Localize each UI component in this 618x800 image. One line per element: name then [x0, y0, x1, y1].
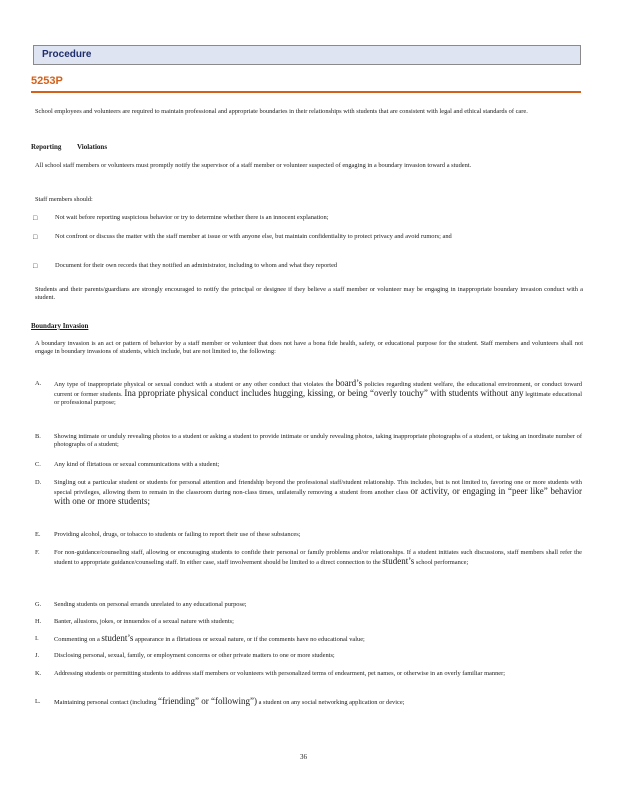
reporting-bullet: Not confront or discuss the matter with the staff member at issue or with anyone else, but maintain confidentiality to protect privacy and avoid rumors; and — [55, 233, 452, 240]
reporting-heading — [31, 143, 107, 151]
bullet-icon: □ — [33, 233, 38, 241]
orange-divider — [31, 91, 581, 93]
reporting-heading-b: Violations — [76, 143, 108, 151]
boundary-item-j: Disclosing personal, sexual, family, or employment concerns or other private matters to one or more students; — [54, 652, 335, 659]
item-a-text-3: policies regarding student welfare, the educational environment, or conduct toward current or former students. — [54, 381, 582, 398]
boundary-paragraph: A boundary invasion is an act or pattern of behavior by a staff member or volunteer that does not have a bona fide health, safety, or educational purpose for the student. Staff members and volunteers shall not engage in boundary invasions of students, which include, but are not limited to, the following: — [35, 340, 583, 355]
page-number: 36 — [300, 753, 307, 761]
boundary-item-g: Sending students on personal errands unrelated to any educational purpose; — [54, 601, 247, 608]
item-i-text-2: student’s — [101, 633, 134, 643]
item-letter: C. — [35, 461, 41, 468]
item-letter: J. — [35, 652, 40, 659]
boundary-item-d — [54, 479, 582, 507]
item-a-text-1: Any type of inappropriate physical or sexual conduct with a student or any other conduct that violates the — [54, 381, 334, 388]
boundary-heading — [31, 322, 88, 330]
item-l-text-3: a student on any social networking application or device; — [258, 699, 405, 706]
item-d-text-2: or activity, or engaging in “peer like” behavior with one or more students; — [54, 486, 582, 506]
boundary-item-k: Addressing students or permitting students to address staff members or volunteers with personalized terms of endearment, pet names, or otherwise in an overly familiar manner; — [54, 670, 506, 677]
boundary-item-b: Showing intimate or unduly revealing photos to a student or asking a student to provide intimate or unduly revealing photos, taking inappropriate photographs of a student, or taking an inordinate number of photographs of a student; — [54, 433, 582, 448]
procedure-header — [33, 45, 581, 65]
boundary-item-l — [54, 697, 582, 707]
staff-should-label: Staff members should: — [35, 196, 93, 203]
boundary-item-h: Banter, allusions, jokes, or innuendos of a sexual nature with students; — [54, 618, 234, 625]
boundary-item-c: Any kind of flirtatious or sexual communications with a student; — [54, 461, 220, 468]
item-f-text-2: student’s — [382, 556, 415, 566]
item-a-text-5: legitimate educational or professional purpose; — [54, 391, 582, 406]
boundary-heading-text: Boundary Invasion — [31, 322, 89, 330]
boundary-item-f — [54, 549, 582, 567]
item-i-text-1: Commenting on a — [54, 636, 100, 643]
item-letter: L. — [35, 698, 41, 705]
reporting-bullet: Document for their own records that they notified an administrator, including to whom and what they reported — [55, 262, 338, 269]
item-l-text-2: “friending” or “following”) — [158, 696, 257, 706]
item-letter: A. — [35, 380, 42, 387]
item-l-text-1: Maintaining personal contact (including — [54, 699, 157, 706]
reporting-heading-a: Reporting — [31, 143, 62, 151]
item-letter: K. — [35, 670, 42, 677]
boundary-item-a — [54, 379, 582, 407]
boundary-item-i — [54, 634, 582, 644]
policy-number: 5253P — [31, 75, 63, 87]
item-d-text-1: Singling out a particular student or students for personal attention and friendship beyond the professional staff/student relationship. This includes, but is not limited to, favoring one or more students with special privileges, allowing them to remain in the classroom during non-class times, unilaterally removing a student from another class — [54, 479, 582, 496]
reporting-paragraph: All school staff members or volunteers must promptly notify the supervisor of a staff member or volunteer suspected of engaging in a boundary invasion toward a student. — [35, 162, 472, 169]
item-letter: B. — [35, 433, 41, 440]
intro-paragraph: School employees and volunteers are required to maintain professional and appropriate boundaries in their relationships with students that are consistent with legal and ethical standards of care. — [35, 108, 528, 115]
boundary-item-e: Providing alcohol, drugs, or tobacco to students or failing to report their use of these substances; — [54, 531, 301, 538]
item-letter: D. — [35, 479, 42, 486]
item-letter: G. — [35, 601, 42, 608]
item-a-text-4: Ina ppropriate physical conduct includes hugging, kissing, or being “overly touchy” with students without any — [124, 388, 524, 398]
students-parents-paragraph: Students and their parents/guardians are strongly encouraged to notify the principal or designee if they believe a staff member or volunteer may be engaging in inappropriate boundary invasion conduct with a student. — [35, 286, 583, 301]
item-letter: E. — [35, 531, 41, 538]
item-a-text-2: board’s — [335, 378, 363, 388]
header-title: Procedure — [42, 49, 92, 60]
item-letter: H. — [35, 618, 42, 625]
item-letter: F. — [35, 549, 40, 556]
bullet-icon: □ — [33, 214, 38, 222]
item-i-text-3: appearance in a flirtatious or sexual nature, or if the comments have no educational value; — [135, 636, 365, 643]
bullet-icon: □ — [33, 262, 38, 270]
item-f-text-3: school performance; — [415, 559, 469, 566]
item-f-text-1: For non-guidance/counseling staff, allowing or encouraging students to confide their personal or family problems and/or relationships. If a student initiates such discussions, staff members shall refer the student to appropriate guidance/counseling staff. In either case, staff involvement should be limited to a direct connection to the — [54, 549, 582, 566]
reporting-bullet: Not wait before reporting suspicious behavior or try to determine whether there is an innocent explanation; — [55, 214, 329, 221]
item-letter: I. — [35, 635, 39, 642]
